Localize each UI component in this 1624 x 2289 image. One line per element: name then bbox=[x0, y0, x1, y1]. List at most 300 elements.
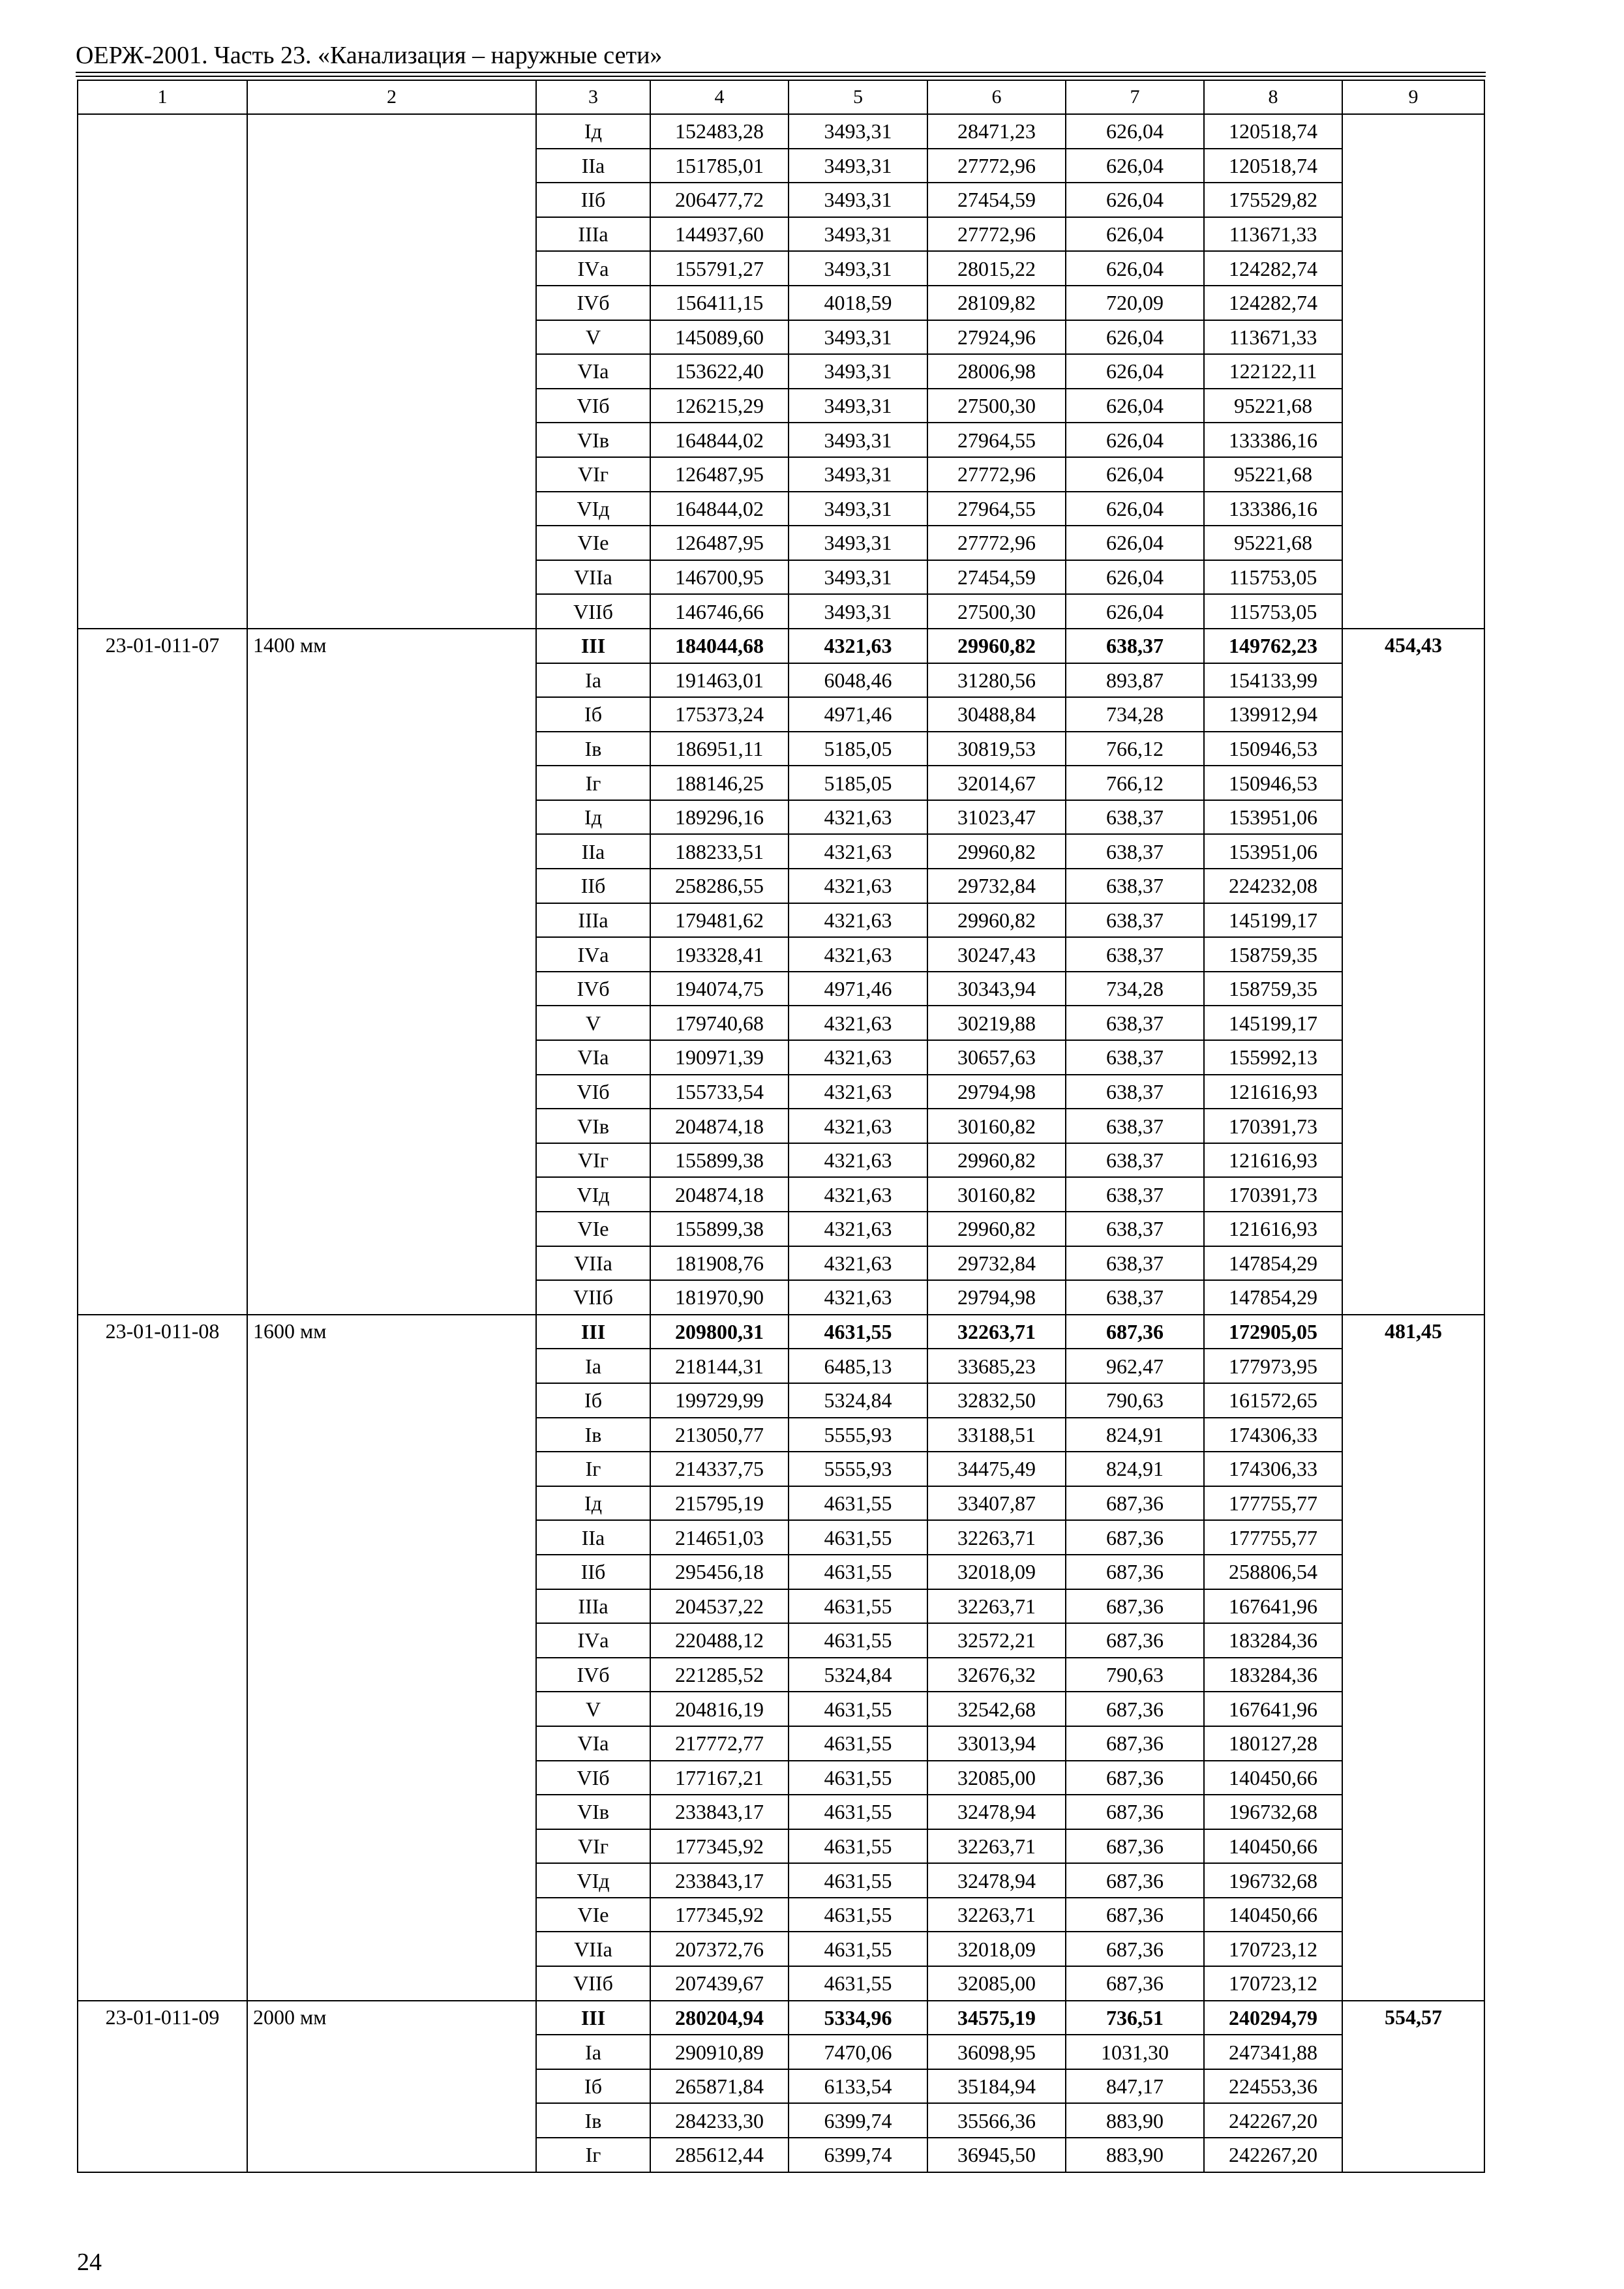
value-cell: 687,36 bbox=[1066, 1726, 1204, 1761]
value-cell: 687,36 bbox=[1066, 1932, 1204, 1966]
value-cell: 146746,66 bbox=[650, 594, 789, 629]
value-cell: 962,47 bbox=[1066, 1349, 1204, 1383]
table-body bbox=[78, 114, 1484, 2172]
value-cell: 177755,77 bbox=[1204, 1520, 1342, 1555]
value-cell: 687,36 bbox=[1066, 1863, 1204, 1898]
value-cell: 194074,75 bbox=[650, 972, 789, 1006]
value-cell: 3493,31 bbox=[789, 423, 927, 457]
value-cell: 4971,46 bbox=[789, 697, 927, 732]
value-cell: 124282,74 bbox=[1204, 251, 1342, 286]
zone-code: VIа bbox=[536, 354, 650, 389]
value-cell: 883,90 bbox=[1066, 2138, 1204, 2172]
value-cell: 4321,63 bbox=[789, 1006, 927, 1040]
zone-code: IIа bbox=[536, 1520, 650, 1555]
value-cell: 638,37 bbox=[1066, 1143, 1204, 1178]
value-cell: 3493,31 bbox=[789, 594, 927, 629]
value-cell: 30247,43 bbox=[927, 937, 1066, 972]
value-cell: 247341,88 bbox=[1204, 2035, 1342, 2069]
value-cell: 883,90 bbox=[1066, 2103, 1204, 2138]
value-cell: 626,04 bbox=[1066, 217, 1204, 252]
column-number-row bbox=[78, 80, 1484, 114]
value-cell: 3493,31 bbox=[789, 389, 927, 423]
value-cell: 687,36 bbox=[1066, 1898, 1204, 1932]
value-cell: 218144,31 bbox=[650, 1349, 789, 1383]
value-cell: 32263,71 bbox=[927, 1520, 1066, 1555]
zone-code: IIа bbox=[536, 834, 650, 869]
zone-code: IVб bbox=[536, 972, 650, 1006]
value-cell: 280204,94 bbox=[650, 2001, 789, 2035]
value-cell: 150946,53 bbox=[1204, 732, 1342, 766]
value-cell: 191463,01 bbox=[650, 663, 789, 698]
value-cell: 181908,76 bbox=[650, 1246, 789, 1281]
value-cell: 4321,63 bbox=[789, 1075, 927, 1109]
zone-code: IVб bbox=[536, 286, 650, 320]
zone-code: IIб bbox=[536, 1555, 650, 1589]
value-cell: 687,36 bbox=[1066, 1520, 1204, 1555]
value-cell: 4321,63 bbox=[789, 834, 927, 869]
value-cell: 174306,33 bbox=[1204, 1418, 1342, 1452]
value-cell: 167641,96 bbox=[1204, 1589, 1342, 1624]
value-cell: 33407,87 bbox=[927, 1486, 1066, 1521]
value-cell: 626,04 bbox=[1066, 526, 1204, 560]
value-cell: 734,28 bbox=[1066, 697, 1204, 732]
zone-code: VIIб bbox=[536, 1966, 650, 2001]
value-cell: 167641,96 bbox=[1204, 1692, 1342, 1726]
table-row bbox=[78, 2001, 1484, 2035]
value-cell: 35566,36 bbox=[927, 2103, 1066, 2138]
value-cell: 3493,31 bbox=[789, 251, 927, 286]
item-total: 481,45 bbox=[1342, 1315, 1484, 2001]
column-number: 5 bbox=[789, 80, 927, 114]
zone-code: Iа bbox=[536, 2035, 650, 2069]
value-cell: 27924,96 bbox=[927, 320, 1066, 355]
value-cell: 213050,77 bbox=[650, 1418, 789, 1452]
value-cell: 687,36 bbox=[1066, 1692, 1204, 1726]
value-cell: 161572,65 bbox=[1204, 1383, 1342, 1418]
value-cell: 626,04 bbox=[1066, 423, 1204, 457]
value-cell: 28109,82 bbox=[927, 286, 1066, 320]
value-cell: 215795,19 bbox=[650, 1486, 789, 1521]
value-cell: 147854,29 bbox=[1204, 1246, 1342, 1281]
value-cell: 175373,24 bbox=[650, 697, 789, 732]
value-cell: 4631,55 bbox=[789, 1829, 927, 1864]
value-cell: 170391,73 bbox=[1204, 1109, 1342, 1143]
zone-code: IIа bbox=[536, 149, 650, 183]
value-cell: 115753,05 bbox=[1204, 560, 1342, 595]
value-cell: 27500,30 bbox=[927, 389, 1066, 423]
value-cell: 4018,59 bbox=[789, 286, 927, 320]
document-header-title: ОЕРЖ-2001. Часть 23. «Канализация – наружные сети» bbox=[76, 42, 663, 69]
value-cell: 638,37 bbox=[1066, 937, 1204, 972]
value-cell: 32263,71 bbox=[927, 1315, 1066, 1349]
value-cell: 258286,55 bbox=[650, 869, 789, 903]
value-cell: 155899,38 bbox=[650, 1143, 789, 1178]
value-cell: 687,36 bbox=[1066, 1966, 1204, 2001]
zone-code: Iб bbox=[536, 1383, 650, 1418]
value-cell: 4631,55 bbox=[789, 1932, 927, 1966]
value-cell: 290910,89 bbox=[650, 2035, 789, 2069]
value-cell: 6048,46 bbox=[789, 663, 927, 698]
value-cell: 34475,49 bbox=[927, 1452, 1066, 1486]
value-cell: 224232,08 bbox=[1204, 869, 1342, 903]
value-cell: 140450,66 bbox=[1204, 1898, 1342, 1932]
zone-code: VIе bbox=[536, 526, 650, 560]
item-size bbox=[247, 114, 536, 629]
value-cell: 158759,35 bbox=[1204, 972, 1342, 1006]
value-cell: 4971,46 bbox=[789, 972, 927, 1006]
value-cell: 638,37 bbox=[1066, 1280, 1204, 1315]
value-cell: 126487,95 bbox=[650, 526, 789, 560]
value-cell: 5324,84 bbox=[789, 1383, 927, 1418]
zone-code: IVа bbox=[536, 937, 650, 972]
value-cell: 5555,93 bbox=[789, 1452, 927, 1486]
table-row bbox=[78, 629, 1484, 663]
value-cell: 183284,36 bbox=[1204, 1623, 1342, 1658]
value-cell: 4631,55 bbox=[789, 1486, 927, 1521]
value-cell: 174306,33 bbox=[1204, 1452, 1342, 1486]
zone-code: III bbox=[536, 1315, 650, 1349]
zone-code: VIIб bbox=[536, 1280, 650, 1315]
value-cell: 29732,84 bbox=[927, 1246, 1066, 1281]
value-cell: 4321,63 bbox=[789, 1212, 927, 1246]
value-cell: 32542,68 bbox=[927, 1692, 1066, 1726]
value-cell: 626,04 bbox=[1066, 114, 1204, 149]
value-cell: 95221,68 bbox=[1204, 457, 1342, 492]
value-cell: 153951,06 bbox=[1204, 834, 1342, 869]
value-cell: 33685,23 bbox=[927, 1349, 1066, 1383]
value-cell: 140450,66 bbox=[1204, 1761, 1342, 1795]
value-cell: 626,04 bbox=[1066, 492, 1204, 526]
value-cell: 766,12 bbox=[1066, 766, 1204, 800]
value-cell: 638,37 bbox=[1066, 1040, 1204, 1075]
value-cell: 32018,09 bbox=[927, 1555, 1066, 1589]
value-cell: 27454,59 bbox=[927, 183, 1066, 217]
value-cell: 4631,55 bbox=[789, 1623, 927, 1658]
value-cell: 242267,20 bbox=[1204, 2103, 1342, 2138]
zone-code: Iг bbox=[536, 766, 650, 800]
value-cell: 204874,18 bbox=[650, 1177, 789, 1212]
value-cell: 32085,00 bbox=[927, 1761, 1066, 1795]
value-cell: 687,36 bbox=[1066, 1623, 1204, 1658]
value-cell: 626,04 bbox=[1066, 560, 1204, 595]
value-cell: 30488,84 bbox=[927, 697, 1066, 732]
value-cell: 824,91 bbox=[1066, 1418, 1204, 1452]
value-cell: 32832,50 bbox=[927, 1383, 1066, 1418]
value-cell: 121616,93 bbox=[1204, 1075, 1342, 1109]
zone-code: VIв bbox=[536, 423, 650, 457]
table-row bbox=[78, 1315, 1484, 1349]
item-size: 2000 мм bbox=[247, 2001, 536, 2172]
value-cell: 626,04 bbox=[1066, 594, 1204, 629]
value-cell: 164844,02 bbox=[650, 423, 789, 457]
zone-code: VIг bbox=[536, 1143, 650, 1178]
value-cell: 155733,54 bbox=[650, 1075, 789, 1109]
value-cell: 638,37 bbox=[1066, 903, 1204, 938]
value-cell: 224553,36 bbox=[1204, 2069, 1342, 2104]
value-cell: 687,36 bbox=[1066, 1589, 1204, 1624]
zone-code: VIв bbox=[536, 1109, 650, 1143]
zone-code: Iв bbox=[536, 732, 650, 766]
value-cell: 295456,18 bbox=[650, 1555, 789, 1589]
value-cell: 626,04 bbox=[1066, 183, 1204, 217]
value-cell: 120518,74 bbox=[1204, 114, 1342, 149]
value-cell: 196732,68 bbox=[1204, 1795, 1342, 1829]
value-cell: 4321,63 bbox=[789, 903, 927, 938]
value-cell: 5185,05 bbox=[789, 766, 927, 800]
value-cell: 4631,55 bbox=[789, 1966, 927, 2001]
value-cell: 27964,55 bbox=[927, 423, 1066, 457]
value-cell: 638,37 bbox=[1066, 1212, 1204, 1246]
value-cell: 206477,72 bbox=[650, 183, 789, 217]
value-cell: 155899,38 bbox=[650, 1212, 789, 1246]
item-code: 23-01-011-07 bbox=[78, 629, 247, 1315]
value-cell: 156411,15 bbox=[650, 286, 789, 320]
value-cell: 4321,63 bbox=[789, 869, 927, 903]
column-number: 9 bbox=[1342, 80, 1484, 114]
value-cell: 150946,53 bbox=[1204, 766, 1342, 800]
value-cell: 626,04 bbox=[1066, 149, 1204, 183]
value-cell: 139912,94 bbox=[1204, 697, 1342, 732]
value-cell: 3493,31 bbox=[789, 149, 927, 183]
value-cell: 177973,95 bbox=[1204, 1349, 1342, 1383]
value-cell: 3493,31 bbox=[789, 183, 927, 217]
item-total bbox=[1342, 114, 1484, 629]
zone-code: VIа bbox=[536, 1726, 650, 1761]
value-cell: 193328,41 bbox=[650, 937, 789, 972]
value-cell: 233843,17 bbox=[650, 1795, 789, 1829]
value-cell: 31280,56 bbox=[927, 663, 1066, 698]
value-cell: 6485,13 bbox=[789, 1349, 927, 1383]
zone-code: Iг bbox=[536, 2138, 650, 2172]
item-total: 554,57 bbox=[1342, 2001, 1484, 2172]
zone-code: VIб bbox=[536, 389, 650, 423]
value-cell: 32478,94 bbox=[927, 1863, 1066, 1898]
value-cell: 122122,11 bbox=[1204, 354, 1342, 389]
value-cell: 3493,31 bbox=[789, 217, 927, 252]
value-cell: 204874,18 bbox=[650, 1109, 789, 1143]
value-cell: 28015,22 bbox=[927, 251, 1066, 286]
value-cell: 133386,16 bbox=[1204, 492, 1342, 526]
value-cell: 214337,75 bbox=[650, 1452, 789, 1486]
zone-code: VIIа bbox=[536, 1932, 650, 1966]
value-cell: 4321,63 bbox=[789, 629, 927, 663]
value-cell: 29794,98 bbox=[927, 1075, 1066, 1109]
value-cell: 638,37 bbox=[1066, 869, 1204, 903]
value-cell: 199729,99 bbox=[650, 1383, 789, 1418]
value-cell: 720,09 bbox=[1066, 286, 1204, 320]
value-cell: 790,63 bbox=[1066, 1383, 1204, 1418]
value-cell: 29732,84 bbox=[927, 869, 1066, 903]
zone-code: IIб bbox=[536, 869, 650, 903]
zone-code: III bbox=[536, 2001, 650, 2035]
value-cell: 145199,17 bbox=[1204, 903, 1342, 938]
zone-code: Iб bbox=[536, 2069, 650, 2104]
value-cell: 146700,95 bbox=[650, 560, 789, 595]
value-cell: 626,04 bbox=[1066, 320, 1204, 355]
value-cell: 180127,28 bbox=[1204, 1726, 1342, 1761]
zone-code: VIв bbox=[536, 1795, 650, 1829]
value-cell: 3493,31 bbox=[789, 320, 927, 355]
zone-code: VIе bbox=[536, 1898, 650, 1932]
value-cell: 27772,96 bbox=[927, 526, 1066, 560]
value-cell: 183284,36 bbox=[1204, 1658, 1342, 1692]
zone-code: V bbox=[536, 1006, 650, 1040]
zone-code: IVб bbox=[536, 1658, 650, 1692]
value-cell: 36098,95 bbox=[927, 2035, 1066, 2069]
value-cell: 32263,71 bbox=[927, 1898, 1066, 1932]
column-number: 1 bbox=[78, 80, 247, 114]
value-cell: 687,36 bbox=[1066, 1829, 1204, 1864]
value-cell: 4321,63 bbox=[789, 1040, 927, 1075]
value-cell: 158759,35 bbox=[1204, 937, 1342, 972]
value-cell: 638,37 bbox=[1066, 834, 1204, 869]
value-cell: 189296,16 bbox=[650, 800, 789, 835]
value-cell: 145089,60 bbox=[650, 320, 789, 355]
value-cell: 217772,77 bbox=[650, 1726, 789, 1761]
value-cell: 687,36 bbox=[1066, 1486, 1204, 1521]
column-number: 7 bbox=[1066, 80, 1204, 114]
zone-code: IIIа bbox=[536, 217, 650, 252]
value-cell: 258806,54 bbox=[1204, 1555, 1342, 1589]
value-cell: 3493,31 bbox=[789, 354, 927, 389]
value-cell: 179740,68 bbox=[650, 1006, 789, 1040]
value-cell: 32263,71 bbox=[927, 1829, 1066, 1864]
value-cell: 284233,30 bbox=[650, 2103, 789, 2138]
zone-code: VIд bbox=[536, 1177, 650, 1212]
column-number: 4 bbox=[650, 80, 789, 114]
value-cell: 687,36 bbox=[1066, 1555, 1204, 1589]
value-cell: 153622,40 bbox=[650, 354, 789, 389]
value-cell: 5555,93 bbox=[789, 1418, 927, 1452]
value-cell: 154133,99 bbox=[1204, 663, 1342, 698]
value-cell: 4321,63 bbox=[789, 1143, 927, 1178]
value-cell: 626,04 bbox=[1066, 354, 1204, 389]
value-cell: 5334,96 bbox=[789, 2001, 927, 2035]
value-cell: 29960,82 bbox=[927, 903, 1066, 938]
value-cell: 149762,23 bbox=[1204, 629, 1342, 663]
value-cell: 4631,55 bbox=[789, 1555, 927, 1589]
value-cell: 285612,44 bbox=[650, 2138, 789, 2172]
value-cell: 32478,94 bbox=[927, 1795, 1066, 1829]
value-cell: 30160,82 bbox=[927, 1109, 1066, 1143]
value-cell: 233843,17 bbox=[650, 1863, 789, 1898]
value-cell: 29960,82 bbox=[927, 834, 1066, 869]
value-cell: 126487,95 bbox=[650, 457, 789, 492]
value-cell: 893,87 bbox=[1066, 663, 1204, 698]
zone-code: VIIа bbox=[536, 1246, 650, 1281]
zone-code: Iд bbox=[536, 1486, 650, 1521]
item-total: 454,43 bbox=[1342, 629, 1484, 1315]
zone-code: IVа bbox=[536, 1623, 650, 1658]
item-code: 23-01-011-08 bbox=[78, 1315, 247, 2001]
value-cell: 4631,55 bbox=[789, 1315, 927, 1349]
zone-code: VIе bbox=[536, 1212, 650, 1246]
value-cell: 847,17 bbox=[1066, 2069, 1204, 2104]
value-cell: 736,51 bbox=[1066, 2001, 1204, 2035]
value-cell: 177345,92 bbox=[650, 1829, 789, 1864]
value-cell: 3493,31 bbox=[789, 492, 927, 526]
value-cell: 240294,79 bbox=[1204, 2001, 1342, 2035]
value-cell: 27772,96 bbox=[927, 457, 1066, 492]
value-cell: 188146,25 bbox=[650, 766, 789, 800]
zone-code: Iв bbox=[536, 1418, 650, 1452]
value-cell: 27772,96 bbox=[927, 149, 1066, 183]
value-cell: 27772,96 bbox=[927, 217, 1066, 252]
price-table bbox=[77, 80, 1485, 2173]
value-cell: 4321,63 bbox=[789, 937, 927, 972]
value-cell: 121616,93 bbox=[1204, 1143, 1342, 1178]
page-number: 24 bbox=[77, 2249, 102, 2276]
value-cell: 220488,12 bbox=[650, 1623, 789, 1658]
value-cell: 4631,55 bbox=[789, 1589, 927, 1624]
value-cell: 172905,05 bbox=[1204, 1315, 1342, 1349]
value-cell: 121616,93 bbox=[1204, 1212, 1342, 1246]
value-cell: 7470,06 bbox=[789, 2035, 927, 2069]
value-cell: 28471,23 bbox=[927, 114, 1066, 149]
value-cell: 133386,16 bbox=[1204, 423, 1342, 457]
value-cell: 638,37 bbox=[1066, 800, 1204, 835]
value-cell: 140450,66 bbox=[1204, 1829, 1342, 1864]
value-cell: 687,36 bbox=[1066, 1315, 1204, 1349]
zone-code: VIд bbox=[536, 1863, 650, 1898]
value-cell: 152483,28 bbox=[650, 114, 789, 149]
value-cell: 181970,90 bbox=[650, 1280, 789, 1315]
zone-code: V bbox=[536, 1692, 650, 1726]
value-cell: 4631,55 bbox=[789, 1520, 927, 1555]
value-cell: 3493,31 bbox=[789, 457, 927, 492]
value-cell: 155992,13 bbox=[1204, 1040, 1342, 1075]
zone-code: VIг bbox=[536, 1829, 650, 1864]
value-cell: 33013,94 bbox=[927, 1726, 1066, 1761]
value-cell: 196732,68 bbox=[1204, 1863, 1342, 1898]
item-code bbox=[78, 114, 247, 629]
value-cell: 115753,05 bbox=[1204, 594, 1342, 629]
zone-code: VIб bbox=[536, 1761, 650, 1795]
value-cell: 209800,31 bbox=[650, 1315, 789, 1349]
value-cell: 638,37 bbox=[1066, 1246, 1204, 1281]
value-cell: 5185,05 bbox=[789, 732, 927, 766]
value-cell: 27454,59 bbox=[927, 560, 1066, 595]
value-cell: 145199,17 bbox=[1204, 1006, 1342, 1040]
value-cell: 190971,39 bbox=[650, 1040, 789, 1075]
value-cell: 179481,62 bbox=[650, 903, 789, 938]
value-cell: 34575,19 bbox=[927, 2001, 1066, 2035]
value-cell: 33188,51 bbox=[927, 1418, 1066, 1452]
value-cell: 30160,82 bbox=[927, 1177, 1066, 1212]
value-cell: 221285,52 bbox=[650, 1658, 789, 1692]
value-cell: 4631,55 bbox=[789, 1863, 927, 1898]
zone-code: Iд bbox=[536, 800, 650, 835]
header-rule bbox=[76, 72, 1486, 73]
value-cell: 151785,01 bbox=[650, 149, 789, 183]
value-cell: 31023,47 bbox=[927, 800, 1066, 835]
column-number: 2 bbox=[247, 80, 536, 114]
value-cell: 4631,55 bbox=[789, 1761, 927, 1795]
value-cell: 6399,74 bbox=[789, 2138, 927, 2172]
value-cell: 95221,68 bbox=[1204, 526, 1342, 560]
value-cell: 4631,55 bbox=[789, 1692, 927, 1726]
value-cell: 28006,98 bbox=[927, 354, 1066, 389]
value-cell: 30819,53 bbox=[927, 732, 1066, 766]
value-cell: 32085,00 bbox=[927, 1966, 1066, 2001]
value-cell: 32018,09 bbox=[927, 1932, 1066, 1966]
zone-code: VIг bbox=[536, 457, 650, 492]
value-cell: 4631,55 bbox=[789, 1898, 927, 1932]
zone-code: VIа bbox=[536, 1040, 650, 1075]
zone-code: Iа bbox=[536, 1349, 650, 1383]
zone-code: Iа bbox=[536, 663, 650, 698]
column-number: 8 bbox=[1204, 80, 1342, 114]
